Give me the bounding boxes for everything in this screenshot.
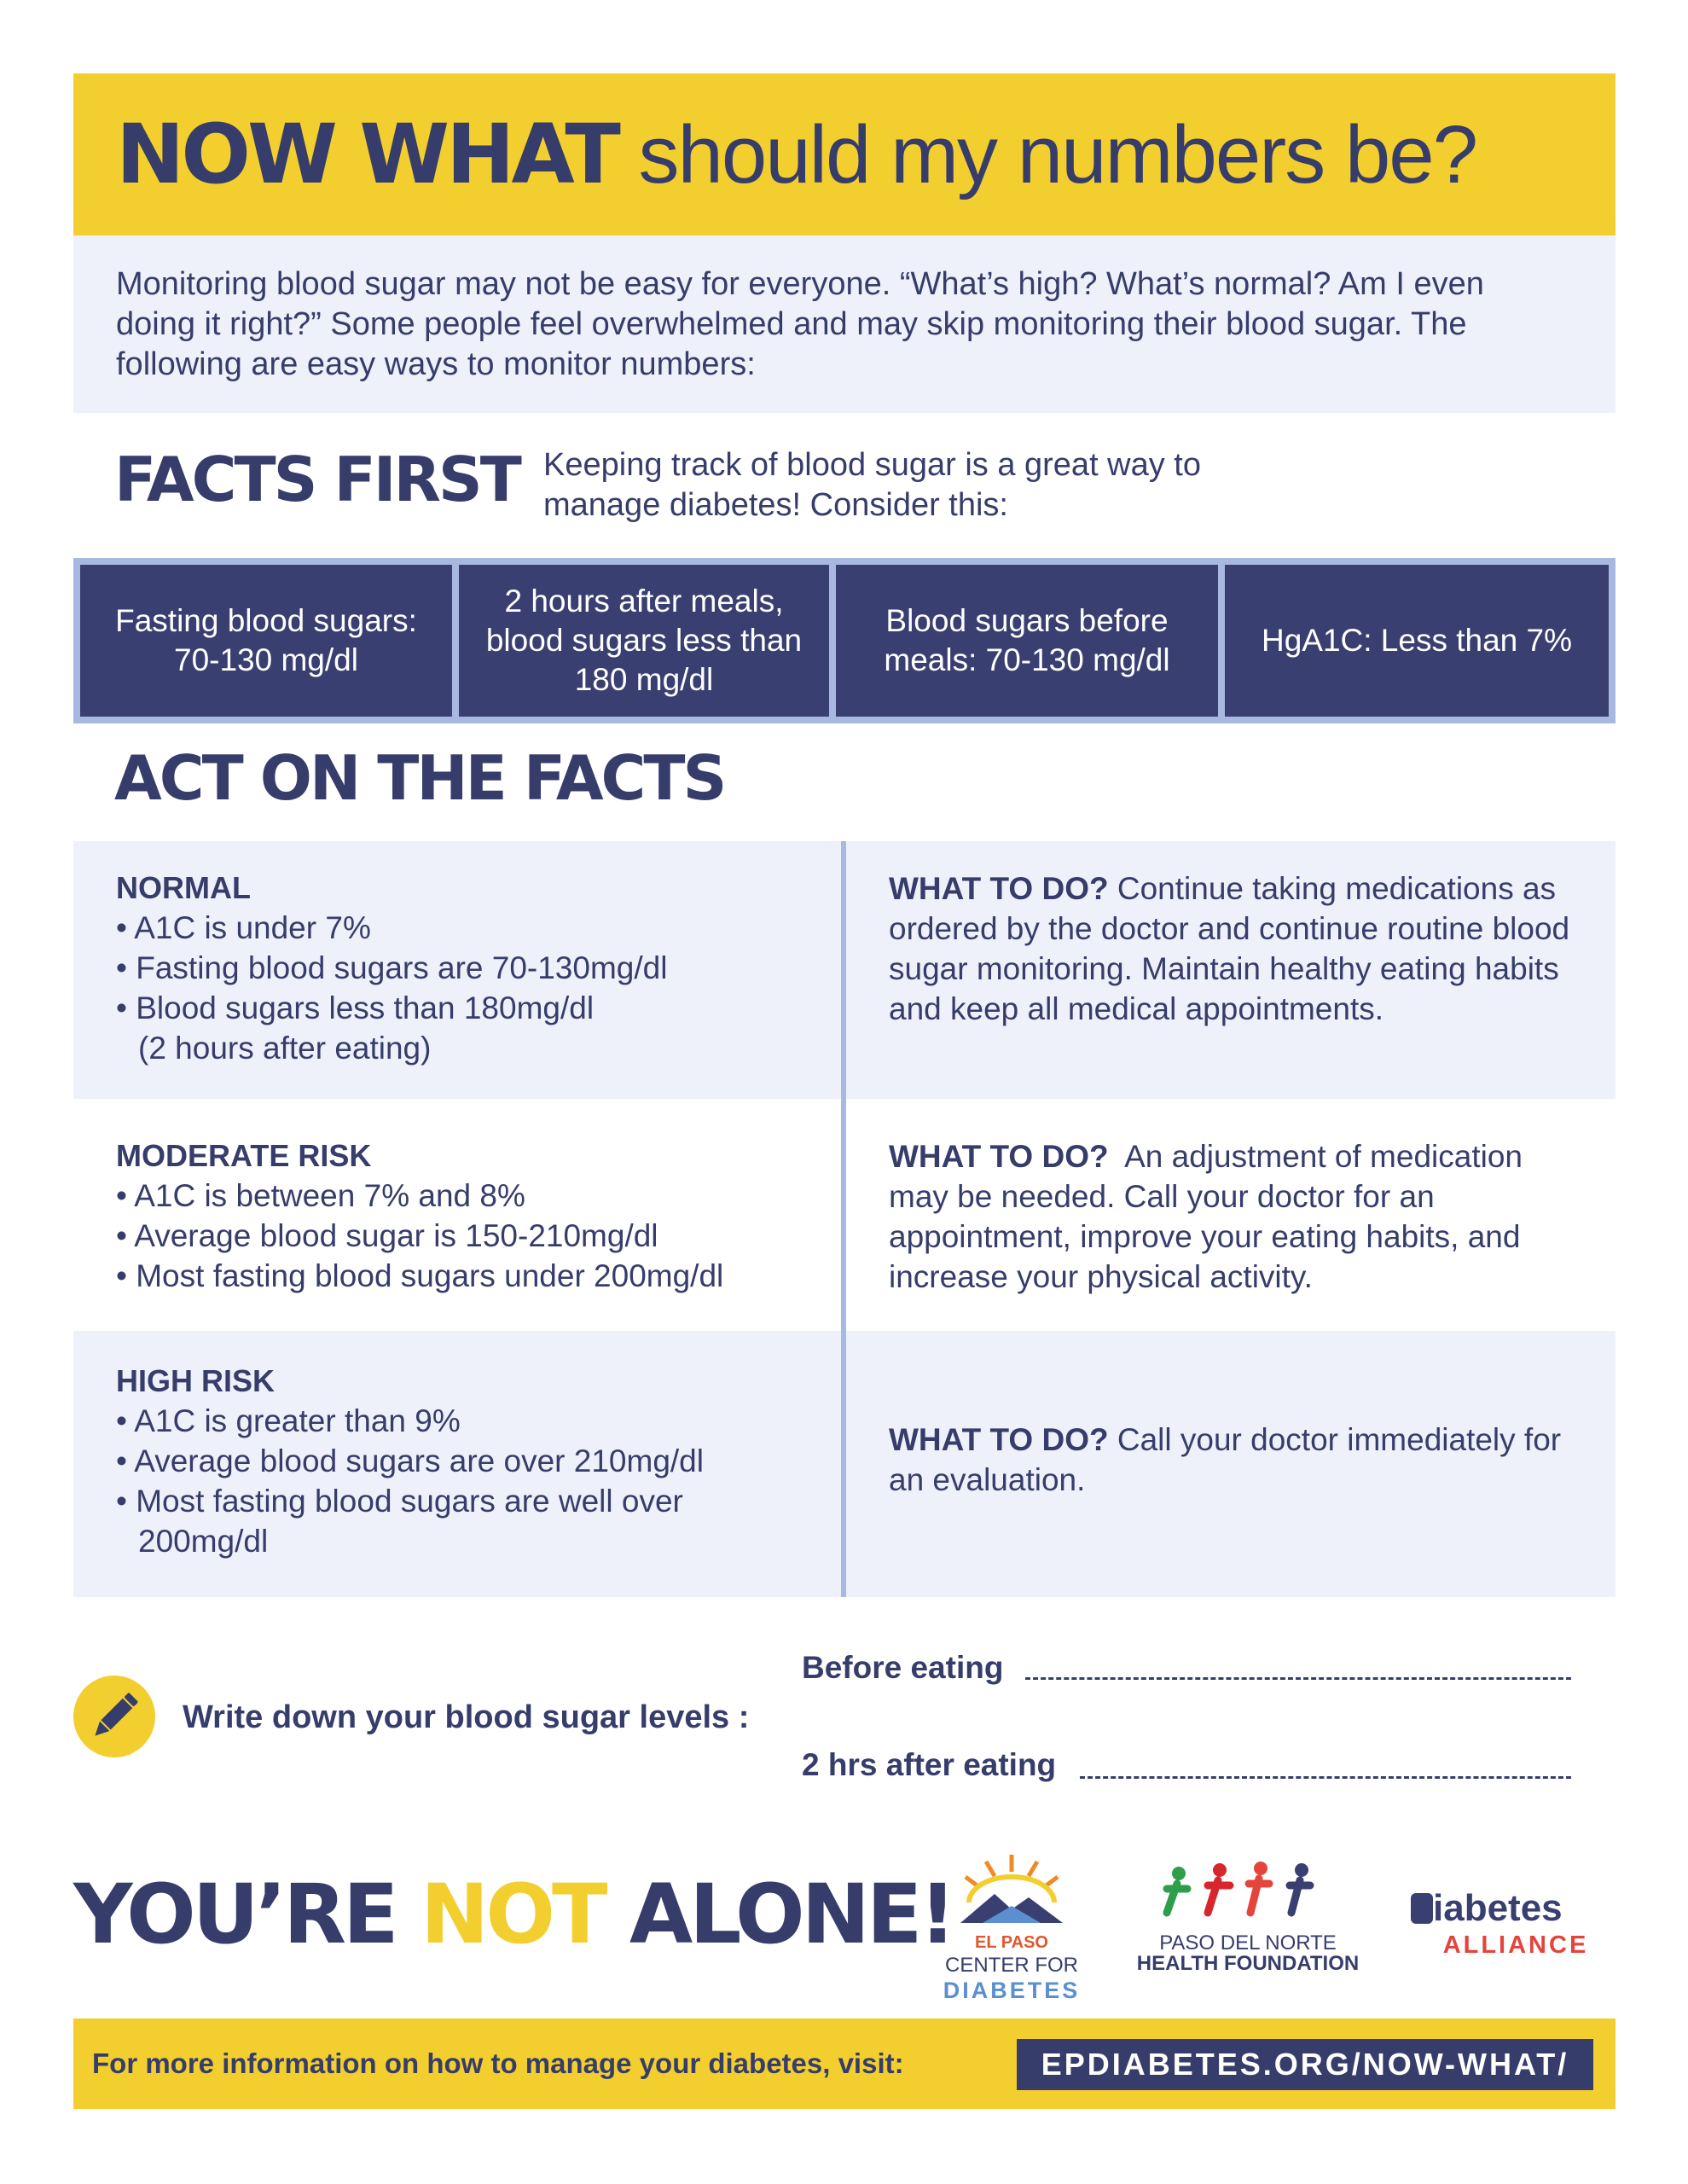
todo-cell-moderate [846,1099,1615,1331]
facts-row [73,558,1615,723]
after-eating-field[interactable] [1080,1776,1571,1779]
level-line: • Blood sugars less than 180mg/dl [116,990,595,1025]
title-banner [73,73,1615,235]
fact-card [836,565,1218,717]
slogan-part: YOU’RE [73,1867,421,1962]
level-line: • A1C is between 7% and 8% [116,1178,525,1213]
level-line: • Average blood sugar is 150-210mg/dl [116,1218,658,1253]
level-cell-moderate [73,1099,841,1331]
intro-box [73,235,1615,413]
level-line: (2 hours after eating) [138,1031,432,1066]
level-cell-normal [73,841,841,1099]
before-eating-field[interactable] [1025,1677,1571,1680]
column-divider [841,841,846,1597]
footer-text: For more information on how to manage your diabetes, visit: [92,2048,904,2079]
level-title: MODERATE RISK [116,1138,372,1173]
facts-first-subtext: Keeping track of blood sugar is a great way to manage diabetes! Consider this: [543,447,1202,523]
todo-body: Call your doctor immediately for an evaluation. [889,1422,1562,1497]
log-label: Write down your blood sugar levels : [183,1699,750,1735]
website-link[interactable]: EPDIABETES.ORG/NOW-WHAT/ [1017,2039,1593,2090]
fact-card [80,565,452,717]
todo-text [889,1136,1588,1297]
logo-text: EL PASO [975,1933,1048,1952]
level-line: • Most fasting blood sugars under 200mg/dl [116,1258,724,1293]
slogan-highlight: NOT [421,1867,605,1962]
todo-label: WHAT TO DO? [889,1139,1109,1174]
facts-first-heading: FACTS FIRST [114,444,519,515]
logo-text: DIABETES [943,1978,1081,2003]
todo-body: Continue taking medications as ordered by the doctor and continue routine blood sugar monitoring. Maintain healthy eating habits and keep all medical appointments. [889,871,1570,1026]
logo-text: ALLIANCE [1442,1931,1589,1959]
todo-cell-high [846,1331,1615,1597]
level-line: • A1C is greater than 9% [116,1403,461,1438]
todo-body: An adjustment of medication may be needed. Call your doctor for an appointment, improve your eating habits, and increase your physical activity. [889,1139,1532,1294]
fact-text: Blood sugars before meals: 70-130 mg/dl [884,603,1170,677]
level-line: • A1C is under 7% [116,910,371,945]
diabetes-alliance-logo [1411,1887,1615,1972]
page-title [116,107,1476,202]
todo-label: WHAT TO DO? [889,871,1109,906]
footer-bar [73,2018,1615,2109]
level-line: • Fasting blood sugars are 70-130mg/dl [116,950,668,985]
before-eating-label: Before eating [802,1650,1004,1685]
pencil-icon [73,1676,155,1757]
logo-text: iabetes [1433,1887,1563,1929]
level-line: • Most fasting blood sugars are well over [116,1484,683,1519]
slogan-part: ALONE! [604,1867,954,1962]
fact-text: HgA1C: Less than 7% [1261,623,1573,658]
todo-text [889,1420,1588,1500]
title-bold: NOW WHAT [116,107,618,202]
paso-del-norte-logo [1126,1860,1370,1988]
logo-text: CENTER FOR [945,1954,1078,1977]
slogan [73,1867,953,1962]
level-cell-high [73,1331,841,1597]
logo-wordmark [1411,1887,1615,1930]
hand-icon [1411,1893,1433,1924]
logo-text: PASO DEL NORTE [1159,1931,1337,1955]
fact-text: 2 hours after meals, blood sugars less than 180 mg/dl [485,584,803,697]
todo-label: WHAT TO DO? [889,1422,1109,1457]
logo-text: HEALTH FOUNDATION [1136,1952,1360,1975]
todo-cell-normal [846,841,1615,1099]
el-paso-center-logo [935,1850,1088,2003]
fact-card [459,565,829,717]
level-line: • Average blood sugars are over 210mg/dl [116,1443,704,1478]
people-icon [1126,1860,1370,1926]
title-rest: should my numbers be? [638,109,1477,200]
level-title: NORMAL [116,870,251,905]
fact-text: Fasting blood sugars: 70-130 mg/dl [115,603,417,677]
level-line: 200mg/dl [138,1524,269,1559]
level-title: HIGH RISK [116,1363,276,1398]
todo-text [889,868,1588,1029]
sun-mountain-icon [935,1850,1088,1931]
after-eating-label: 2 hrs after eating [802,1747,1057,1782]
fact-card [1225,565,1609,717]
act-heading: ACT ON THE FACTS [114,742,725,814]
intro-text: Monitoring blood sugar may not be easy for everyone. “What’s high? What’s normal? Am I even doing it right?” Some people feel overwhelmed and may skip monitoring their blood sugar. The following are easy ways to monitor numbers: [116,266,1484,382]
